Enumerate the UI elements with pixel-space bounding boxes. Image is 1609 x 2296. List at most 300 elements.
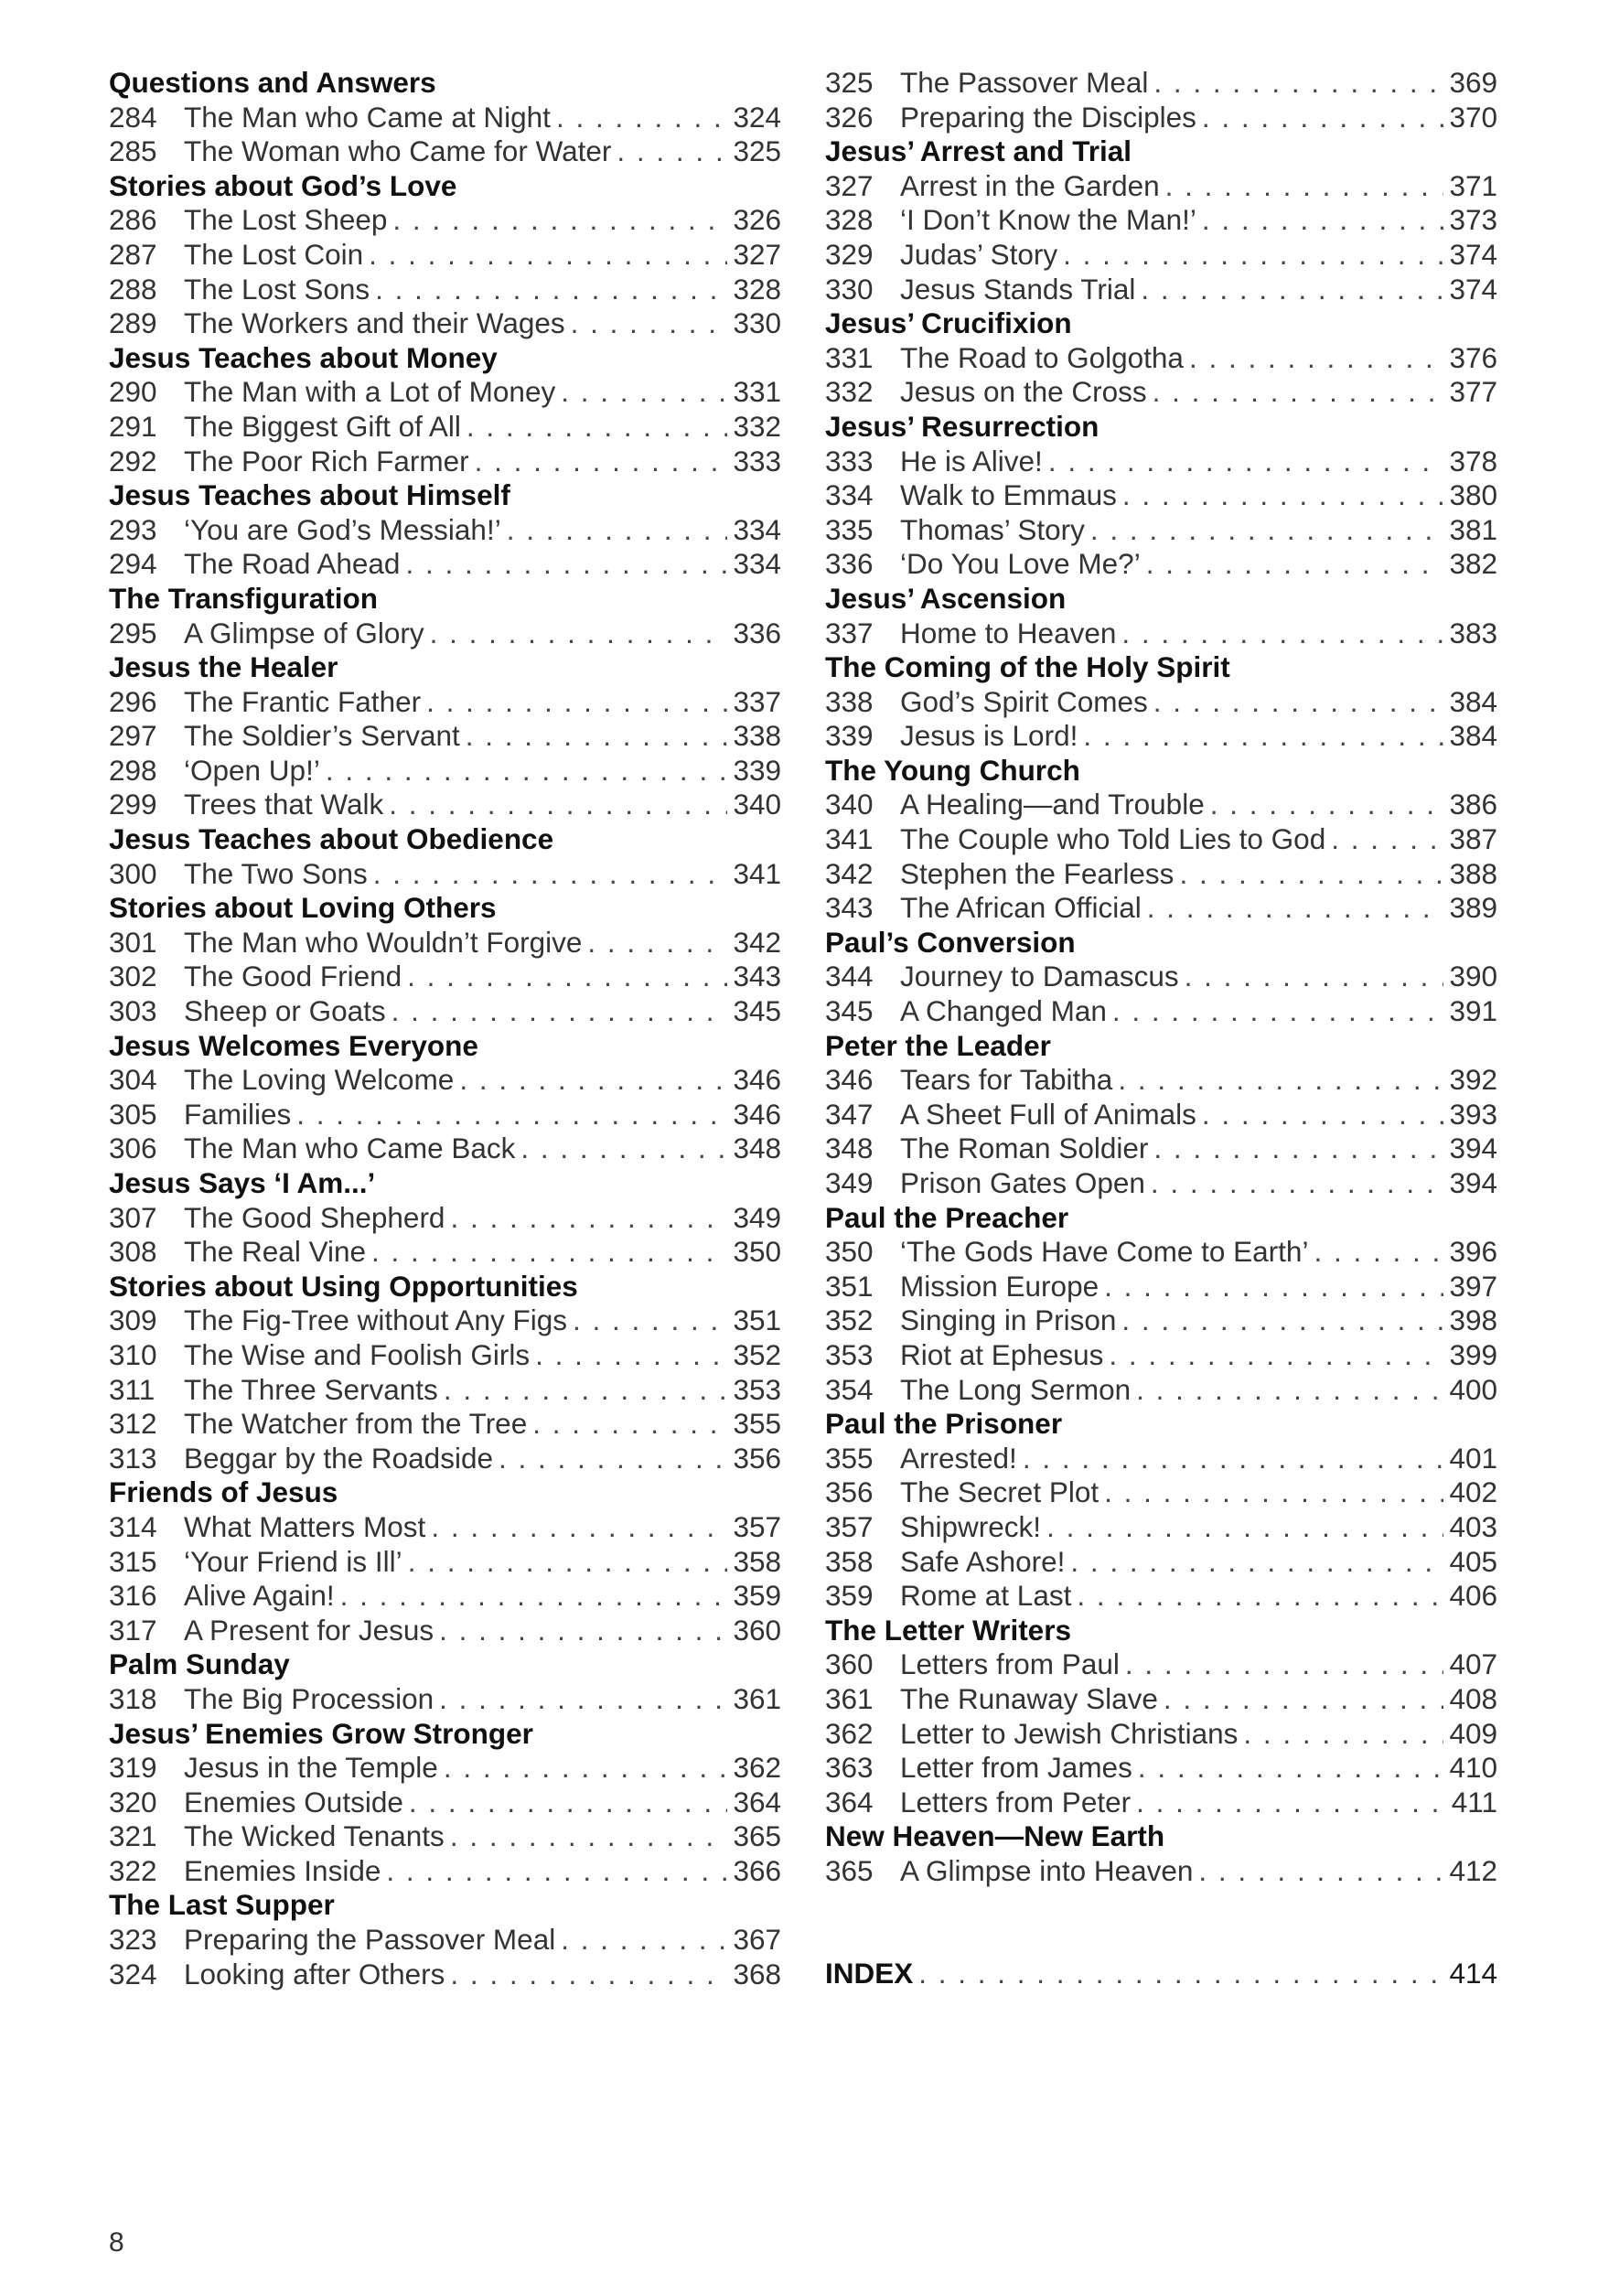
entry-page: 336 [733, 616, 781, 649]
entry-page: 362 [733, 1751, 781, 1785]
entry-title: The Biggest Gift of All [184, 409, 461, 443]
dot-leader [392, 203, 727, 238]
entry-number: 357 [825, 1509, 874, 1543]
entry-page: 330 [733, 306, 781, 340]
entry-number: 300 [109, 856, 157, 890]
contents-entry-334 [825, 478, 1497, 513]
entry-page: 366 [733, 1853, 781, 1887]
dot-leader [1125, 1647, 1444, 1682]
dot-leader [561, 1923, 727, 1958]
entry-number: 343 [825, 891, 874, 925]
contents-entry-356 [825, 1475, 1497, 1510]
entry-title: Families [184, 1097, 292, 1131]
dot-leader [1104, 1475, 1443, 1510]
contents-entry-364 [825, 1786, 1497, 1820]
contents-entry-288 [109, 273, 781, 307]
entry-page: 412 [1449, 1853, 1497, 1887]
dot-leader [587, 926, 727, 960]
contents-entry-300 [109, 857, 781, 892]
section-heading-stories-about-using-opportunities: Stories about Using Opportunities [109, 1269, 578, 1303]
entry-title: The Good Friend [184, 960, 402, 993]
dot-leader [1164, 1682, 1444, 1717]
entry-number: 324 [109, 1957, 157, 1990]
entry-title: The Frantic Father [184, 684, 422, 718]
section-heading-paul-the-prisoner: Paul the Prisoner [825, 1407, 1063, 1441]
contents-entry-336 [825, 547, 1497, 582]
contents-column-left [109, 66, 781, 1991]
entry-page: 365 [733, 1819, 781, 1853]
entry-number: 348 [825, 1132, 874, 1165]
entry-page: 392 [1449, 1063, 1497, 1097]
entry-number: 331 [825, 340, 874, 374]
dot-leader [1153, 1132, 1443, 1166]
entry-title: Sheep or Goats [184, 994, 386, 1028]
contents-entry-328 [825, 203, 1497, 238]
entry-number: 307 [109, 1200, 157, 1234]
entry-title: The Real Vine [184, 1235, 367, 1269]
entry-title: Tears for Tabitha [900, 1063, 1113, 1097]
dot-leader [1147, 891, 1444, 926]
entry-title: A Changed Man [900, 994, 1107, 1028]
dot-leader [1185, 960, 1444, 994]
entry-page: 360 [733, 1613, 781, 1647]
contents-entry-320 [109, 1786, 781, 1820]
entry-title: The Fig-Tree without Any Figs [184, 1304, 567, 1337]
entry-title: ‘Do You Love Me?’ [900, 547, 1141, 581]
entry-number: 364 [825, 1785, 874, 1819]
contents-entry-354 [825, 1373, 1497, 1408]
contents-entry-298 [109, 754, 781, 789]
entry-title: Safe Ashore! [900, 1544, 1066, 1578]
contents-entry-349 [825, 1166, 1497, 1201]
dot-leader [405, 547, 727, 582]
contents-entry-314 [109, 1510, 781, 1545]
section-heading-paul-the-preacher: Paul the Preacher [825, 1200, 1069, 1234]
entry-title: Rome at Last [900, 1579, 1072, 1613]
entry-title: ‘You are God’s Messiah!’ [184, 512, 501, 546]
contents-entry-332 [825, 375, 1497, 410]
entry-title: Arrest in the Garden [900, 168, 1160, 202]
entry-title: Mission Europe [900, 1269, 1099, 1303]
entry-page: 380 [1449, 478, 1497, 512]
contents-entry-317 [109, 1614, 781, 1648]
contents-entry-311 [109, 1373, 781, 1408]
entry-number: 359 [825, 1579, 874, 1613]
spacer [825, 1888, 1497, 1957]
entry-title: Walk to Emmaus [900, 478, 1117, 512]
entry-title: ‘Your Friend is Ill’ [184, 1544, 402, 1578]
dot-leader [1151, 1166, 1444, 1201]
entry-number: 285 [109, 134, 157, 168]
entry-number: 360 [825, 1647, 874, 1681]
section-heading-jesus-resurrection: Jesus’ Resurrection [825, 409, 1099, 443]
dot-leader [459, 1063, 727, 1098]
entry-page: 382 [1449, 547, 1497, 581]
dot-leader [556, 101, 728, 135]
entry-number: 301 [109, 925, 157, 959]
entry-title: The Big Procession [184, 1681, 434, 1715]
entry-page: 411 [1451, 1785, 1497, 1819]
section-heading-stories-about-loving-others: Stories about Loving Others [109, 891, 497, 925]
entry-number: 338 [825, 684, 874, 718]
contents-entry-342 [825, 857, 1497, 892]
entry-number: 289 [109, 306, 157, 340]
entry-page: 403 [1449, 1509, 1497, 1543]
entry-page: 373 [1449, 203, 1497, 237]
entry-page: 370 [1449, 100, 1497, 134]
entry-title: Enemies Inside [184, 1853, 381, 1887]
section-heading-the-young-church: The Young Church [825, 753, 1080, 787]
contents-entry-360 [825, 1647, 1497, 1682]
entry-number: 332 [825, 375, 874, 409]
dot-leader [1138, 1751, 1444, 1786]
dot-leader [340, 1579, 728, 1614]
entry-page: 389 [1449, 891, 1497, 925]
entry-title: Jesus is Lord! [900, 719, 1078, 753]
contents-entry-335 [825, 513, 1497, 548]
entry-page: 358 [733, 1544, 781, 1578]
entry-number: 323 [109, 1923, 157, 1957]
entry-number: 340 [825, 788, 874, 821]
entry-page: 381 [1449, 512, 1497, 546]
entry-title: The African Official [900, 891, 1142, 925]
dot-leader [499, 1442, 727, 1476]
contents-entry-296 [109, 685, 781, 720]
dot-leader [431, 1510, 727, 1545]
contents-entry-319 [109, 1751, 781, 1786]
contents-entry-284 [109, 101, 781, 135]
entry-page: 394 [1449, 1166, 1497, 1199]
dot-leader [1202, 101, 1444, 135]
section-heading-palm-sunday: Palm Sunday [109, 1647, 290, 1681]
entry-page: 364 [733, 1785, 781, 1819]
dot-leader [1046, 1510, 1443, 1545]
contents-entry-318 [109, 1682, 781, 1717]
contents-entry-344 [825, 960, 1497, 994]
entry-title: Letter to Jewish Christians [900, 1716, 1239, 1750]
contents-entry-345 [825, 994, 1497, 1029]
entry-number: 302 [109, 960, 157, 993]
entry-page: 350 [733, 1235, 781, 1269]
entry-page: 334 [733, 547, 781, 581]
dot-leader [1153, 66, 1443, 101]
dot-leader [1090, 513, 1444, 548]
entry-page: 334 [733, 512, 781, 546]
dot-leader [373, 857, 728, 892]
dot-leader [1165, 169, 1444, 204]
entry-title: The Watcher from the Tree [184, 1407, 528, 1441]
entry-title: The Woman who Came for Water [184, 134, 612, 168]
dot-leader [444, 1751, 728, 1786]
section-heading-jesus-enemies-grow-stronger: Jesus’ Enemies Grow Stronger [109, 1716, 533, 1750]
dot-leader [450, 1958, 727, 1992]
entry-number: 351 [825, 1269, 874, 1303]
entry-title: The Man who Wouldn’t Forgive [184, 925, 583, 959]
index-page: 414 [1449, 1957, 1497, 1990]
entry-title: Home to Heaven [900, 616, 1117, 649]
entry-page: 390 [1449, 960, 1497, 993]
contents-entry-343 [825, 891, 1497, 926]
entry-page: 326 [733, 203, 781, 237]
entry-title: The Road to Golgotha [900, 340, 1184, 374]
contents-entry-324 [109, 1958, 781, 1992]
dot-leader [1153, 685, 1444, 720]
entry-title: Shipwreck! [900, 1509, 1042, 1543]
entry-page: 337 [733, 684, 781, 718]
section-heading-jesus-arrest-and-trial: Jesus’ Arrest and Trial [825, 134, 1132, 168]
entry-page: 384 [1449, 719, 1497, 753]
contents-column-right [825, 66, 1497, 1991]
entry-title: Beggar by the Roadside [184, 1441, 493, 1475]
entry-title: Trees that Walk [184, 788, 384, 821]
entry-number: 349 [825, 1166, 874, 1199]
dot-leader [1083, 719, 1443, 754]
section-heading-jesus-teaches-about-himself: Jesus Teaches about Himself [109, 478, 510, 512]
entry-page: 406 [1449, 1579, 1497, 1613]
entry-title: The Passover Meal [900, 66, 1149, 99]
entry-number: 318 [109, 1681, 157, 1715]
entry-title: The Long Sermon [900, 1372, 1132, 1406]
entry-number: 329 [825, 237, 874, 271]
entry-number: 320 [109, 1785, 157, 1819]
dot-leader [1136, 1786, 1446, 1820]
entry-title: Looking after Others [184, 1957, 445, 1990]
entry-number: 345 [825, 994, 874, 1028]
dot-leader [571, 306, 728, 341]
contents-entry-321 [109, 1819, 781, 1854]
entry-title: A Sheet Full of Animals [900, 1097, 1196, 1131]
entry-title: The Good Shepherd [184, 1200, 445, 1234]
section-heading-peter-the-leader: Peter the Leader [825, 1028, 1051, 1062]
entry-title: Prison Gates Open [900, 1166, 1145, 1199]
dot-leader [450, 1201, 727, 1236]
contents-entry-357 [825, 1510, 1497, 1545]
entry-number: 342 [825, 856, 874, 890]
section-heading-jesus-ascension: Jesus’ Ascension [825, 581, 1067, 615]
entry-page: 376 [1449, 340, 1497, 374]
contents-entry-323 [109, 1923, 781, 1958]
contents-entry-315 [109, 1545, 781, 1580]
contents-entry-295 [109, 617, 781, 651]
contents-entry-289 [109, 306, 781, 341]
entry-page: 377 [1449, 375, 1497, 409]
dot-leader [430, 617, 728, 651]
dot-leader [1063, 238, 1443, 273]
entry-page: 324 [733, 100, 781, 134]
entry-title: The Wicked Tenants [184, 1819, 445, 1853]
contents-entry-347 [825, 1098, 1497, 1132]
contents-entry-329 [825, 238, 1497, 273]
entry-title: God’s Spirit Comes [900, 684, 1148, 718]
section-heading-the-letter-writers: The Letter Writers [825, 1613, 1071, 1647]
entry-title: Jesus in the Temple [184, 1751, 438, 1785]
entry-number: 317 [109, 1613, 157, 1647]
contents-entry-341 [825, 822, 1497, 857]
dot-leader [535, 1338, 727, 1373]
entry-page: 387 [1449, 822, 1497, 856]
dot-leader [371, 1235, 727, 1270]
entry-title: Preparing the Passover Meal [184, 1923, 556, 1957]
entry-number: 293 [109, 512, 157, 546]
entry-number: 365 [825, 1853, 874, 1887]
entry-title: Thomas’ Story [900, 512, 1085, 546]
contents-entry-361 [825, 1682, 1497, 1717]
contents-entry-333 [825, 445, 1497, 479]
entry-number: 305 [109, 1097, 157, 1131]
entry-number: 303 [109, 994, 157, 1028]
contents-entry-358 [825, 1545, 1497, 1580]
entry-number: 327 [825, 168, 874, 202]
section-heading-stories-about-god-s-love: Stories about God’s Love [109, 168, 457, 202]
section-heading-jesus-crucifixion: Jesus’ Crucifixion [825, 306, 1072, 340]
section-heading-jesus-teaches-about-money: Jesus Teaches about Money [109, 340, 498, 374]
entry-title: The Road Ahead [184, 547, 401, 581]
entry-page: 346 [733, 1063, 781, 1097]
dot-leader [617, 134, 727, 169]
entry-page: 339 [733, 753, 781, 787]
contents-entry-290 [109, 375, 781, 410]
entry-page: 402 [1449, 1475, 1497, 1509]
entry-number: 309 [109, 1304, 157, 1337]
section-heading-jesus-welcomes-everyone: Jesus Welcomes Everyone [109, 1028, 478, 1062]
entry-page: 327 [733, 237, 781, 271]
dot-leader [1109, 1338, 1443, 1373]
contents-entry-322 [109, 1854, 781, 1889]
entry-title: The Man with a Lot of Money [184, 375, 556, 409]
dot-leader [1243, 1717, 1443, 1752]
dot-leader [467, 410, 728, 445]
entry-number: 314 [109, 1509, 157, 1543]
contents-entry-297 [109, 719, 781, 754]
contents-entry-330 [825, 273, 1497, 307]
entry-page: 388 [1449, 856, 1497, 890]
entry-page: 400 [1449, 1372, 1497, 1406]
entry-number: 296 [109, 684, 157, 718]
entry-title: Enemies Outside [184, 1785, 403, 1819]
entry-page: 332 [733, 409, 781, 443]
contents-entry-325 [825, 66, 1497, 101]
entry-number: 355 [825, 1441, 874, 1475]
entry-number: 336 [825, 547, 874, 581]
entry-page: 386 [1449, 788, 1497, 821]
entry-page: 405 [1449, 1544, 1497, 1578]
entry-title: Alive Again! [184, 1579, 335, 1613]
contents-entry-293 [109, 513, 781, 548]
entry-title: The Loving Welcome [184, 1063, 455, 1097]
dot-leader [1112, 994, 1444, 1029]
entry-number: 312 [109, 1407, 157, 1441]
entry-page: 391 [1449, 994, 1497, 1028]
contents-entry-313 [109, 1442, 781, 1476]
dot-leader [1210, 788, 1444, 822]
entry-page: 368 [733, 1957, 781, 1990]
contents-entry-351 [825, 1270, 1497, 1304]
contents-entry-337 [825, 617, 1497, 651]
entry-number: 346 [825, 1063, 874, 1097]
dot-leader [1153, 375, 1444, 410]
entry-number: 292 [109, 444, 157, 477]
entry-number: 311 [109, 1372, 156, 1406]
contents-entry-308 [109, 1235, 781, 1270]
dot-leader [1189, 341, 1443, 376]
entry-page: 333 [733, 444, 781, 477]
dot-leader [326, 754, 728, 789]
dot-leader [1136, 1373, 1443, 1408]
entry-title: A Glimpse of Glory [184, 616, 424, 649]
section-heading-paul-s-conversion: Paul’s Conversion [825, 925, 1076, 959]
entry-page: 352 [733, 1337, 781, 1371]
entry-page: 355 [733, 1407, 781, 1441]
entry-page: 367 [733, 1923, 781, 1957]
dot-leader [507, 513, 728, 548]
entry-title: Preparing the Disciples [900, 100, 1196, 134]
section-heading-the-transfiguration: The Transfiguration [109, 581, 379, 615]
contents-entry-355 [825, 1442, 1497, 1476]
entry-title: He is Alive! [900, 444, 1043, 477]
contents-entry-299 [109, 788, 781, 822]
contents-entry-346 [825, 1063, 1497, 1098]
index-entry [825, 1957, 1497, 1991]
entry-title: ‘I Don’t Know the Man!’ [900, 203, 1196, 237]
entry-number: 328 [825, 203, 874, 237]
entry-number: 361 [825, 1681, 874, 1715]
entry-title: The Workers and their Wages [184, 306, 565, 340]
entry-number: 322 [109, 1853, 157, 1887]
entry-page: 401 [1449, 1441, 1497, 1475]
dot-leader [439, 1682, 727, 1717]
entry-title: The Poor Rich Farmer [184, 444, 469, 477]
entry-title: A Healing—and Trouble [900, 788, 1205, 821]
entry-number: 353 [825, 1337, 874, 1371]
contents-entry-310 [109, 1338, 781, 1373]
dot-leader [1198, 1854, 1443, 1889]
contents-entry-292 [109, 445, 781, 479]
contents-entry-365 [825, 1854, 1497, 1889]
entry-number: 337 [825, 616, 874, 649]
dot-leader [520, 1132, 727, 1166]
entry-page: 357 [733, 1509, 781, 1543]
contents-entry-307 [109, 1201, 781, 1236]
contents-entry-362 [825, 1717, 1497, 1752]
entry-title: Judas’ Story [900, 237, 1058, 271]
entry-title: Jesus Stands Trial [900, 272, 1136, 306]
dot-leader [475, 445, 728, 479]
contents-entry-287 [109, 238, 781, 273]
dot-leader [573, 1304, 727, 1338]
contents-entry-359 [825, 1579, 1497, 1614]
entry-number: 347 [825, 1097, 874, 1131]
dot-leader [386, 1854, 727, 1889]
entry-number: 319 [109, 1751, 157, 1785]
entry-number: 344 [825, 960, 874, 993]
dot-leader [466, 719, 728, 754]
entry-page: 393 [1449, 1097, 1497, 1131]
contents-entry-316 [109, 1579, 781, 1614]
contents-entry-303 [109, 994, 781, 1029]
dot-leader [1202, 203, 1444, 238]
entry-page: 384 [1449, 684, 1497, 718]
entry-number: 288 [109, 272, 157, 306]
contents-entry-348 [825, 1132, 1497, 1166]
entry-title: A Glimpse into Heaven [900, 1853, 1194, 1887]
entry-title: Stephen the Fearless [900, 856, 1175, 890]
dot-leader [296, 1098, 727, 1132]
section-heading-jesus-says-i-am: Jesus Says ‘I Am...’ [109, 1166, 376, 1199]
contents-entry-305 [109, 1098, 781, 1132]
entry-number: 350 [825, 1235, 874, 1269]
entry-title: Letters from Paul [900, 1647, 1120, 1681]
entry-page: 349 [733, 1200, 781, 1234]
